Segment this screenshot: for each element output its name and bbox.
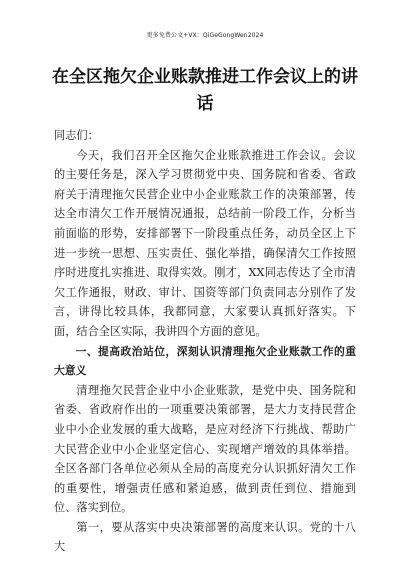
salutation: 同志们： xyxy=(54,129,99,142)
paragraph: 第一，要从落实中央决策部署的高度来认识。党的十八大 xyxy=(54,520,356,554)
header-note: 更多免费公文+VX：QiGeGongWen2024 xyxy=(146,32,264,39)
document-body xyxy=(54,126,356,557)
section-heading: 一、提高政治站位，深刻认识清理拖欠企业账款工作的重大意义 xyxy=(54,344,356,378)
document-title: 在全区拖欠企业账款推进工作会议上的讲话 xyxy=(52,67,358,114)
paragraph: 清理拖欠民营企业中小企业账款，是党中央、国务院和省委、省政府作出的一项重要决策部署，是大力支持民营企业中小企业发展的重大战略，是应对经济下行挑战、帮助广大民营企业中小企业坚定信心、实现增产增效的具体举措。全区各部门各单位必须从全局的高度充分认识抓好清欠工作的重要性，增强责任感和紧迫感，做到责任到位、措施到位、落实到位。 xyxy=(54,383,356,515)
paragraph: 今天，我们召开全区拖欠企业账款推进工作会议。会议的主要任务是，深入学习贯彻党中央、国务院和省委、省政府关于清理拖欠民营企业中小企业账款工作的决策部署，传达全市清欠工作开展情况通报，总结前一阶段工作，分析当前面临的形势，安排部署下一阶段重点任务，动员全区上下进一步统一思想、压实责任、强化举措，确保清欠工作按照序时进度扎实推进、取得实效。刚才，XX同志传达了全市清欠工作通报，财政、审计、国资等部门负责同志分别作了发言，讲得比较具体，我都同意，大家要认真抓好落实。下面，结合全区实际，我讲四个方面的意见。 xyxy=(54,148,356,338)
